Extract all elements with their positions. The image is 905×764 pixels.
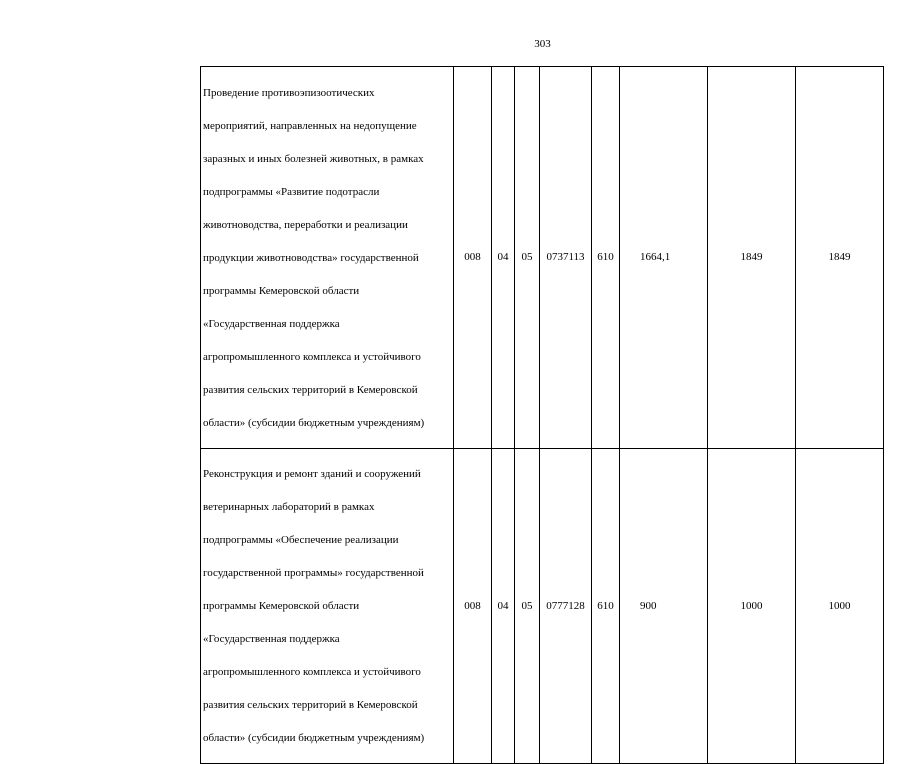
ministry-code-cell: 008: [454, 67, 492, 449]
description-line: агропромышленного комплекса и устойчивого: [203, 350, 421, 363]
description-line: Реконструкция и ремонт зданий и сооружений: [203, 468, 421, 480]
amount-year-2-cell: 1849: [708, 67, 796, 449]
description-line: агропромышленного комплекса и устойчивого: [203, 666, 421, 678]
expense-type-cell: 610: [592, 448, 620, 764]
description-line: развития сельских территорий в Кемеровской: [203, 699, 418, 711]
amount-year-3-cell: 1849: [796, 67, 884, 449]
description-cell: [201, 448, 454, 764]
description-line: программы Кемеровской области: [203, 284, 360, 297]
target-article-cell: 0777128: [540, 448, 592, 764]
subsection-code-cell: 05: [515, 67, 540, 449]
amount-year-2-cell: 1000: [708, 448, 796, 764]
section-code-cell: 04: [492, 448, 515, 764]
description-line: продукции животноводства» государственной: [203, 251, 419, 264]
description-line: области» (субсидии бюджетным учреждениям): [203, 416, 425, 429]
amount-year-3-cell: 1000: [796, 448, 884, 764]
page-number: 303: [534, 38, 551, 50]
description-line: «Государственная поддержка: [203, 633, 340, 645]
description-line: заразных и иных болезней животных, в рамках: [203, 152, 424, 165]
description-line: области» (субсидии бюджетным учреждениям): [203, 732, 425, 744]
amount-year-1-cell: 900: [620, 448, 708, 764]
ministry-code-cell: 008: [454, 448, 492, 764]
description-cell: [201, 67, 454, 449]
description-line: мероприятий, направленных на недопущение: [203, 119, 417, 132]
description-line: подпрограммы «Развитие подотрасли: [203, 185, 380, 198]
table-row: [201, 67, 884, 449]
expense-type-cell: 610: [592, 67, 620, 449]
description-line: развития сельских территорий в Кемеровской: [203, 383, 418, 396]
budget-table: [200, 66, 884, 764]
subsection-code-cell: 05: [515, 448, 540, 764]
description-line: подпрограммы «Обеспечение реализации: [203, 534, 399, 546]
section-code-cell: 04: [492, 67, 515, 449]
table-row: [201, 448, 884, 764]
description-line: «Государственная поддержка: [203, 317, 340, 330]
amount-year-1-cell: 1664,1: [620, 67, 708, 449]
description-line: Проведение противоэпизоотических: [203, 86, 375, 99]
description-line: ветеринарных лабораторий в рамках: [203, 501, 375, 513]
description-line: программы Кемеровской области: [203, 600, 360, 612]
description-line: государственной программы» государственной: [203, 567, 424, 579]
target-article-cell: 0737113: [540, 67, 592, 449]
description-line: животноводства, переработки и реализации: [203, 218, 408, 231]
